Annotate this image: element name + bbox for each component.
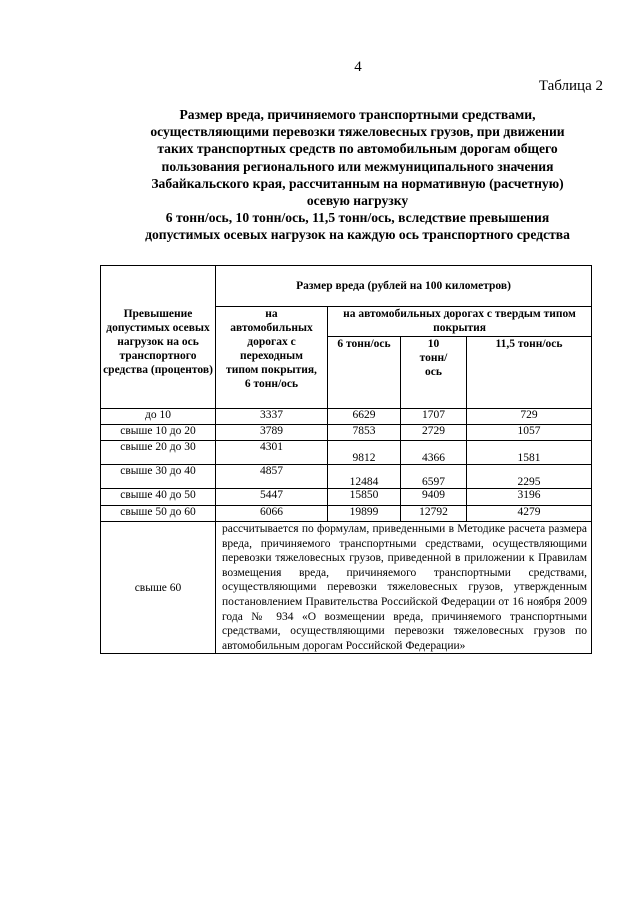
cell-6t: 19899 [328, 506, 401, 522]
header-harm-size: Размер вреда (рублей на 100 километров) [216, 266, 592, 307]
header-excess: Превышение допустимых осевых нагрузок на ось транспортного средства (процентов) [101, 266, 216, 409]
title-line: Размер вреда, причиняемого транспортными средствами, [179, 107, 536, 122]
title-line: пользования регионального или межмуниципального значения [161, 158, 554, 174]
table-row [101, 465, 592, 489]
title-line: осевую нагрузку [306, 193, 409, 209]
cell-10t: 6597 [401, 465, 467, 489]
title-line: 6 тонн/ось, 10 тонн/ось, 11,5 тонн/ось, вследствие превышения [165, 210, 550, 226]
table-row [101, 441, 592, 465]
cell-11-5t: 1581 [467, 441, 592, 465]
cell-10t: 2729 [401, 425, 467, 441]
cell-10t: 12792 [401, 506, 467, 522]
cell-6t: 6629 [328, 409, 401, 425]
page-number: 4 [354, 59, 362, 75]
cell-11-5t: 3196 [467, 489, 592, 506]
cell-10t: 9409 [401, 489, 467, 506]
row-label: свыше 30 до 40 [101, 465, 216, 489]
cell-transitional: 5447 [216, 489, 328, 506]
document-title [95, 106, 620, 244]
cell-11-5t: 4279 [467, 506, 592, 522]
title-line: Забайкальского края, рассчитанным на нормативную (расчетную) [151, 175, 564, 191]
cell-6t: 9812 [328, 441, 401, 465]
row-label: свыше 60 [101, 522, 216, 654]
title-line: допустимых осевых нагрузок на каждую ось транспортного средства [145, 227, 570, 243]
table-label: Таблица 2 [538, 78, 603, 94]
cell-10t: 1707 [401, 409, 467, 425]
harm-table [100, 265, 592, 654]
row-label: свыше 20 до 30 [101, 441, 216, 465]
cell-6t: 7853 [328, 425, 401, 441]
header-10t: 10 тонн/ось [401, 337, 467, 409]
header-hard-surface: на автомобильных дорогах с твердым типом покрытия [328, 307, 592, 337]
formula-note: рассчитывается по формулам, приведенными в Методике расчета размера вреда, причиняемого транспортными средствами, осуществляющими перевозки тяжеловесных грузов, приведенной в приложении к Правилам возмещения вреда, причиняемого транспортными средствами, осуществляющими перевозки тяжеловесных грузов, утвержденным постановлением Правительства Российской Федерации от 16 ноября 2009 года № 934 «О возмещении вреда, причиняемого транспортными средствами, осуществляющими перевозки тяжеловесных грузов по автомобильным дорогам Российской Федерации» [216, 522, 592, 654]
cell-11-5t: 729 [467, 409, 592, 425]
cell-transitional: 4857 [216, 465, 328, 489]
header-6t: 6 тонн/ось [328, 337, 401, 409]
row-label: свыше 10 до 20 [101, 425, 216, 441]
cell-transitional: 6066 [216, 506, 328, 522]
row-label: до 10 [101, 409, 216, 425]
table-row [101, 409, 592, 425]
cell-6t: 12484 [328, 465, 401, 489]
row-label: свыше 40 до 50 [101, 489, 216, 506]
table-row [101, 522, 592, 654]
row-label: свыше 50 до 60 [101, 506, 216, 522]
header-11-5t: 11,5 тонн/ось [467, 337, 592, 409]
table-row [101, 489, 592, 506]
title-line: осуществляющими перевозки тяжеловесных грузов, при движении [150, 124, 565, 140]
table-row [101, 425, 592, 441]
cell-10t: 4366 [401, 441, 467, 465]
cell-transitional: 3337 [216, 409, 328, 425]
title-line: таких транспортных средств по автомобильным дорогам общего [157, 141, 558, 157]
cell-11-5t: 1057 [467, 425, 592, 441]
cell-transitional: 4301 [216, 441, 328, 465]
table-row [101, 506, 592, 522]
header-transitional: на автомобильных дорогах с переходным типом покрытия, 6 тонн/ось [216, 307, 328, 409]
cell-11-5t: 2295 [467, 465, 592, 489]
cell-transitional: 3789 [216, 425, 328, 441]
cell-6t: 15850 [328, 489, 401, 506]
